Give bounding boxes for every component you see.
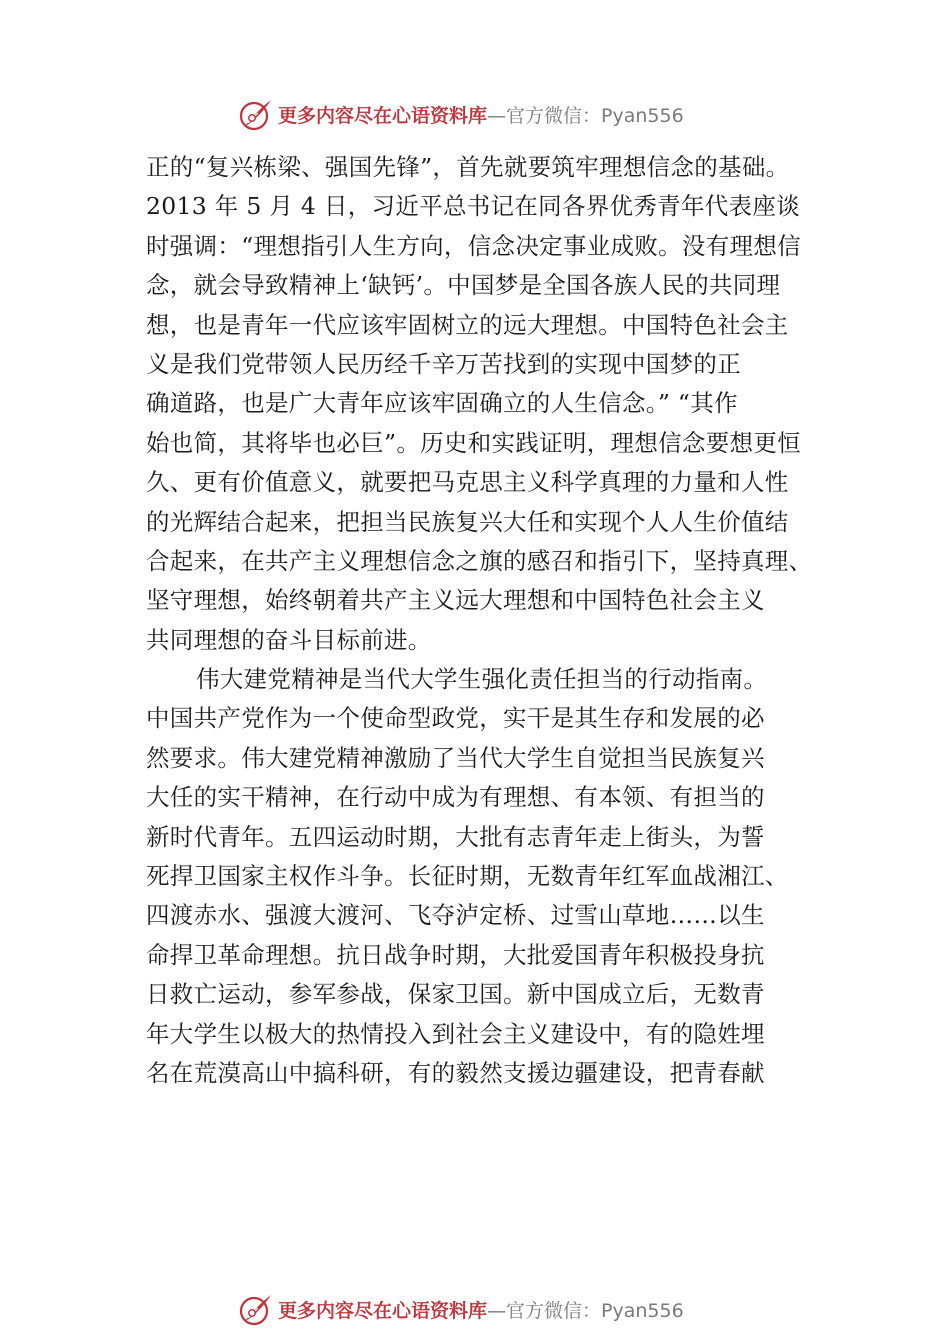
paragraph-first-line: 伟大建党精神是当代大学生强化责任担当的行动指南。 [196, 665, 768, 694]
text-line: 念，就会导致精神上‘缺钙’。中国梦是全国各族人民的共同理 [146, 271, 781, 300]
quill-logo-icon [238, 1291, 274, 1327]
text-line: 时强调：“理想指引人生方向，信念决定事业成败。没有理想信 [146, 231, 801, 260]
quill-logo-icon [238, 96, 274, 132]
text-line: 义是我们党带领人民历经千辛万苦找到的实现中国梦的正 [146, 349, 741, 378]
text-line: 命捍卫革命理想。抗日战争时期，大批爱国青年积极投身抗 [146, 940, 765, 969]
banner-wechat-text: —官方微信：Pyan556 [487, 104, 684, 127]
text-line: 合起来，在共产主义理想信念之旗的感召和指引下，坚持真理、 [146, 546, 813, 575]
text-line: 坚守理想，始终朝着共产主义远大理想和中国特色社会主义 [146, 586, 765, 615]
text-line: 名在荒漠高山中搞科研，有的毅然支援边疆建设，把青春献 [146, 1058, 765, 1087]
text-line: 年大学生以极大的热情投入到社会主义建设中，有的隐姓埋 [146, 1019, 765, 1048]
header-banner [238, 94, 684, 134]
text-line: 共同理想的奋斗目标前进。 [146, 625, 432, 654]
text-line: 大任的实干精神，在行动中成为有理想、有本领、有担当的 [146, 783, 765, 812]
text-line: 始也简，其将毕也必巨”。历史和实践证明，理想信念要想更恒 [146, 428, 801, 457]
text-line: 2013 年 5 月 4 日，习近平总书记在同各界优秀青年代表座谈 [146, 192, 800, 221]
banner-main-text: 更多内容尽在心语资料库 [278, 104, 488, 127]
text-line: 中国共产党作为一个使命型政党，实干是其生存和发展的必 [146, 704, 765, 733]
text-line: 新时代青年。五四运动时期，大批有志青年走上街头，为誓 [146, 822, 765, 851]
document-body [146, 148, 846, 1093]
text-line: 日救亡运动，参军参战，保家卫国。新中国成立后，无数青 [146, 980, 765, 1009]
text-line: 确道路，也是广大青年应该牢固确立的人生信念。” “其作 [146, 389, 738, 418]
text-line: 久、更有价值意义，就要把马克思主义科学真理的力量和人性 [146, 468, 789, 497]
text-line: 然要求。伟大建党精神激励了当代大学生自觉担当民族复兴 [146, 743, 765, 772]
text-line: 想，也是青年一代应该牢固树立的远大理想。中国特色社会主 [146, 310, 789, 339]
text-line: 的光辉结合起来，把担当民族复兴大任和实现个人人生价值结 [146, 507, 789, 536]
text-line: 死捍卫国家主权作斗争。长征时期，无数青年红军血战湘江、 [146, 862, 789, 891]
banner-wechat-text: —官方微信：Pyan556 [487, 1299, 684, 1322]
footer-banner [238, 1289, 684, 1329]
text-line: 正的“复兴栋梁、强国先锋”，首先就要筑牢理想信念的基础。 [146, 153, 790, 181]
banner-main-text: 更多内容尽在心语资料库 [278, 1299, 488, 1322]
text-line: 四渡赤水、强渡大渡河、飞夺泸定桥、过雪山草地……以生 [146, 901, 765, 930]
